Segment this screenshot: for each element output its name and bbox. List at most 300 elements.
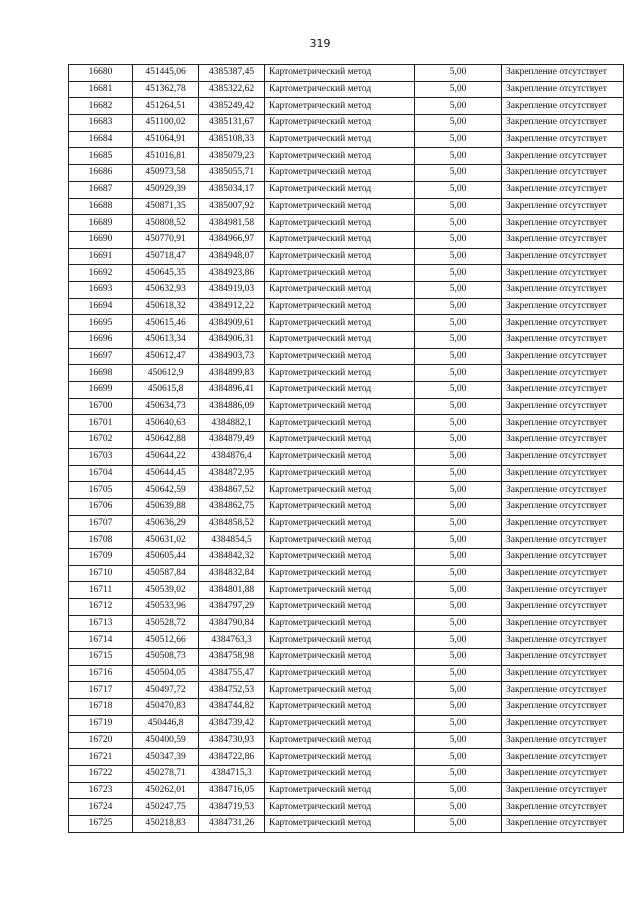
- point-number-cell: 16688: [69, 198, 133, 215]
- fixing-description-cell: Закрепление отсутствует: [502, 215, 624, 232]
- point-number-cell: 16686: [69, 165, 133, 182]
- accuracy-cell: 5,00: [415, 582, 502, 599]
- method-cell: Картометрический метод: [265, 732, 415, 749]
- x-coordinate-cell: 450808,52: [133, 215, 199, 232]
- y-coordinate-cell: 4385322,62: [199, 81, 265, 98]
- point-number-cell: 16695: [69, 315, 133, 332]
- table-row: [69, 231, 624, 248]
- method-cell: Картометрический метод: [265, 365, 415, 382]
- point-number-cell: 16682: [69, 98, 133, 115]
- method-cell: Картометрический метод: [265, 615, 415, 632]
- accuracy-cell: 5,00: [415, 649, 502, 666]
- fixing-description-cell: Закрепление отсутствует: [502, 398, 624, 415]
- accuracy-cell: 5,00: [415, 815, 502, 832]
- accuracy-cell: 5,00: [415, 715, 502, 732]
- point-number-cell: 16725: [69, 815, 133, 832]
- x-coordinate-cell: 450636,29: [133, 515, 199, 532]
- point-number-cell: 16698: [69, 365, 133, 382]
- accuracy-cell: 5,00: [415, 765, 502, 782]
- method-cell: Картометрический метод: [265, 181, 415, 198]
- fixing-description-cell: Закрепление отсутствует: [502, 632, 624, 649]
- x-coordinate-cell: 450512,66: [133, 632, 199, 649]
- table-row: [69, 198, 624, 215]
- y-coordinate-cell: 4384909,61: [199, 315, 265, 332]
- point-number-cell: 16699: [69, 382, 133, 399]
- accuracy-cell: 5,00: [415, 148, 502, 165]
- point-number-cell: 16687: [69, 181, 133, 198]
- table-row: [69, 465, 624, 482]
- table-row: [69, 298, 624, 315]
- x-coordinate-cell: 450497,72: [133, 682, 199, 699]
- table-row: [69, 115, 624, 132]
- table-row: [69, 682, 624, 699]
- y-coordinate-cell: 4384842,32: [199, 548, 265, 565]
- x-coordinate-cell: 450642,88: [133, 432, 199, 449]
- table-row: [69, 599, 624, 616]
- table-row: [69, 65, 624, 82]
- accuracy-cell: 5,00: [415, 799, 502, 816]
- fixing-description-cell: Закрепление отсутствует: [502, 281, 624, 298]
- method-cell: Картометрический метод: [265, 415, 415, 432]
- y-coordinate-cell: 4385249,42: [199, 98, 265, 115]
- fixing-description-cell: Закрепление отсутствует: [502, 415, 624, 432]
- y-coordinate-cell: 4384730,93: [199, 732, 265, 749]
- table-row: [69, 248, 624, 265]
- table-row: [69, 632, 624, 649]
- method-cell: Картометрический метод: [265, 749, 415, 766]
- accuracy-cell: 5,00: [415, 365, 502, 382]
- x-coordinate-cell: 450587,84: [133, 565, 199, 582]
- table-row: [69, 315, 624, 332]
- accuracy-cell: 5,00: [415, 198, 502, 215]
- x-coordinate-cell: 450770,91: [133, 231, 199, 248]
- method-cell: Картометрический метод: [265, 382, 415, 399]
- accuracy-cell: 5,00: [415, 682, 502, 699]
- table-row: [69, 265, 624, 282]
- table-row: [69, 448, 624, 465]
- accuracy-cell: 5,00: [415, 515, 502, 532]
- method-cell: Картометрический метод: [265, 465, 415, 482]
- accuracy-cell: 5,00: [415, 732, 502, 749]
- fixing-description-cell: Закрепление отсутствует: [502, 98, 624, 115]
- fixing-description-cell: Закрепление отсутствует: [502, 582, 624, 599]
- point-number-cell: 16689: [69, 215, 133, 232]
- y-coordinate-cell: 4384758,98: [199, 649, 265, 666]
- y-coordinate-cell: 4384919,03: [199, 281, 265, 298]
- table-row: [69, 665, 624, 682]
- x-coordinate-cell: 450528,72: [133, 615, 199, 632]
- accuracy-cell: 5,00: [415, 315, 502, 332]
- fixing-description-cell: Закрепление отсутствует: [502, 348, 624, 365]
- point-number-cell: 16707: [69, 515, 133, 532]
- y-coordinate-cell: 4384923,86: [199, 265, 265, 282]
- accuracy-cell: 5,00: [415, 248, 502, 265]
- y-coordinate-cell: 4384912,22: [199, 298, 265, 315]
- method-cell: Картометрический метод: [265, 482, 415, 499]
- table-row: [69, 215, 624, 232]
- y-coordinate-cell: 4385007,92: [199, 198, 265, 215]
- fixing-description-cell: Закрепление отсутствует: [502, 65, 624, 82]
- x-coordinate-cell: 450615,46: [133, 315, 199, 332]
- point-number-cell: 16723: [69, 782, 133, 799]
- table-row: [69, 615, 624, 632]
- accuracy-cell: 5,00: [415, 398, 502, 415]
- point-number-cell: 16720: [69, 732, 133, 749]
- fixing-description-cell: Закрепление отсутствует: [502, 298, 624, 315]
- point-number-cell: 16701: [69, 415, 133, 432]
- point-number-cell: 16711: [69, 582, 133, 599]
- method-cell: Картометрический метод: [265, 699, 415, 716]
- method-cell: Картометрический метод: [265, 532, 415, 549]
- method-cell: Картометрический метод: [265, 799, 415, 816]
- fixing-description-cell: Закрепление отсутствует: [502, 482, 624, 499]
- point-number-cell: 16684: [69, 131, 133, 148]
- accuracy-cell: 5,00: [415, 332, 502, 349]
- fixing-description-cell: Закрепление отсутствует: [502, 765, 624, 782]
- table-row: [69, 515, 624, 532]
- x-coordinate-cell: 450639,88: [133, 498, 199, 515]
- method-cell: Картометрический метод: [265, 148, 415, 165]
- y-coordinate-cell: 4384755,47: [199, 665, 265, 682]
- accuracy-cell: 5,00: [415, 265, 502, 282]
- fixing-description-cell: Закрепление отсутствует: [502, 198, 624, 215]
- x-coordinate-cell: 450973,58: [133, 165, 199, 182]
- fixing-description-cell: Закрепление отсутствует: [502, 782, 624, 799]
- point-number-cell: 16717: [69, 682, 133, 699]
- point-number-cell: 16710: [69, 565, 133, 582]
- table-row: [69, 649, 624, 666]
- fixing-description-cell: Закрепление отсутствует: [502, 699, 624, 716]
- x-coordinate-cell: 450929,39: [133, 181, 199, 198]
- x-coordinate-cell: 451064,91: [133, 131, 199, 148]
- y-coordinate-cell: 4384790,84: [199, 615, 265, 632]
- x-coordinate-cell: 451445,06: [133, 65, 199, 82]
- method-cell: Картометрический метод: [265, 281, 415, 298]
- x-coordinate-cell: 450871,35: [133, 198, 199, 215]
- point-number-cell: 16693: [69, 281, 133, 298]
- table-row: [69, 532, 624, 549]
- method-cell: Картометрический метод: [265, 815, 415, 832]
- fixing-description-cell: Закрепление отсутствует: [502, 365, 624, 382]
- point-number-cell: 16709: [69, 548, 133, 565]
- table-row: [69, 432, 624, 449]
- coordinates-table: [68, 64, 624, 833]
- point-number-cell: 16685: [69, 148, 133, 165]
- y-coordinate-cell: 4384906,31: [199, 332, 265, 349]
- fixing-description-cell: Закрепление отсутствует: [502, 131, 624, 148]
- x-coordinate-cell: 450615,8: [133, 382, 199, 399]
- y-coordinate-cell: 4384722,86: [199, 749, 265, 766]
- x-coordinate-cell: 450644,45: [133, 465, 199, 482]
- method-cell: Картометрический метод: [265, 515, 415, 532]
- accuracy-cell: 5,00: [415, 98, 502, 115]
- x-coordinate-cell: 450247,75: [133, 799, 199, 816]
- fixing-description-cell: Закрепление отсутствует: [502, 515, 624, 532]
- point-number-cell: 16700: [69, 398, 133, 415]
- method-cell: Картометрический метод: [265, 131, 415, 148]
- point-number-cell: 16722: [69, 765, 133, 782]
- x-coordinate-cell: 450347,39: [133, 749, 199, 766]
- accuracy-cell: 5,00: [415, 298, 502, 315]
- point-number-cell: 16714: [69, 632, 133, 649]
- y-coordinate-cell: 4384716,05: [199, 782, 265, 799]
- method-cell: Картометрический метод: [265, 682, 415, 699]
- y-coordinate-cell: 4384858,52: [199, 515, 265, 532]
- y-coordinate-cell: 4385387,45: [199, 65, 265, 82]
- x-coordinate-cell: 450400,59: [133, 732, 199, 749]
- method-cell: Картометрический метод: [265, 782, 415, 799]
- table-row: [69, 332, 624, 349]
- page-number: 319: [309, 37, 331, 50]
- method-cell: Картометрический метод: [265, 765, 415, 782]
- x-coordinate-cell: 450262,01: [133, 782, 199, 799]
- method-cell: Картометрический метод: [265, 548, 415, 565]
- y-coordinate-cell: 4384948,07: [199, 248, 265, 265]
- accuracy-cell: 5,00: [415, 165, 502, 182]
- fixing-description-cell: Закрепление отсутствует: [502, 565, 624, 582]
- fixing-description-cell: Закрепление отсутствует: [502, 799, 624, 816]
- y-coordinate-cell: 4384872,95: [199, 465, 265, 482]
- x-coordinate-cell: 450631,02: [133, 532, 199, 549]
- method-cell: Картометрический метод: [265, 315, 415, 332]
- x-coordinate-cell: 450533,96: [133, 599, 199, 616]
- table-row: [69, 782, 624, 799]
- fixing-description-cell: Закрепление отсутствует: [502, 682, 624, 699]
- y-coordinate-cell: 4384966,97: [199, 231, 265, 248]
- table-row: [69, 548, 624, 565]
- x-coordinate-cell: 450640,63: [133, 415, 199, 432]
- fixing-description-cell: Закрепление отсутствует: [502, 665, 624, 682]
- x-coordinate-cell: 450644,22: [133, 448, 199, 465]
- method-cell: Картометрический метод: [265, 265, 415, 282]
- point-number-cell: 16708: [69, 532, 133, 549]
- x-coordinate-cell: 450605,44: [133, 548, 199, 565]
- fixing-description-cell: Закрепление отсутствует: [502, 332, 624, 349]
- table-row: [69, 815, 624, 832]
- coordinates-table-body: [69, 65, 624, 833]
- accuracy-cell: 5,00: [415, 599, 502, 616]
- fixing-description-cell: Закрепление отсутствует: [502, 615, 624, 632]
- table-row: [69, 98, 624, 115]
- x-coordinate-cell: 450634,73: [133, 398, 199, 415]
- accuracy-cell: 5,00: [415, 699, 502, 716]
- method-cell: Картометрический метод: [265, 715, 415, 732]
- x-coordinate-cell: 451264,51: [133, 98, 199, 115]
- x-coordinate-cell: 450446,8: [133, 715, 199, 732]
- accuracy-cell: 5,00: [415, 565, 502, 582]
- point-number-cell: 16696: [69, 332, 133, 349]
- method-cell: Картометрический метод: [265, 448, 415, 465]
- table-row: [69, 482, 624, 499]
- x-coordinate-cell: 450508,73: [133, 649, 199, 666]
- y-coordinate-cell: 4384886,09: [199, 398, 265, 415]
- point-number-cell: 16690: [69, 231, 133, 248]
- table-row: [69, 582, 624, 599]
- method-cell: Картометрический метод: [265, 398, 415, 415]
- table-row: [69, 382, 624, 399]
- method-cell: Картометрический метод: [265, 115, 415, 132]
- point-number-cell: 16704: [69, 465, 133, 482]
- method-cell: Картометрический метод: [265, 432, 415, 449]
- method-cell: Картометрический метод: [265, 565, 415, 582]
- y-coordinate-cell: 4384797,29: [199, 599, 265, 616]
- x-coordinate-cell: 451016,81: [133, 148, 199, 165]
- table-row: [69, 348, 624, 365]
- table-row: [69, 131, 624, 148]
- table-row: [69, 765, 624, 782]
- y-coordinate-cell: 4384867,52: [199, 482, 265, 499]
- fixing-description-cell: Закрепление отсутствует: [502, 115, 624, 132]
- y-coordinate-cell: 4384899,83: [199, 365, 265, 382]
- x-coordinate-cell: 450645,35: [133, 265, 199, 282]
- x-coordinate-cell: 450504,05: [133, 665, 199, 682]
- fixing-description-cell: Закрепление отсутствует: [502, 465, 624, 482]
- point-number-cell: 16716: [69, 665, 133, 682]
- method-cell: Картометрический метод: [265, 165, 415, 182]
- table-row: [69, 165, 624, 182]
- method-cell: Картометрический метод: [265, 632, 415, 649]
- point-number-cell: 16694: [69, 298, 133, 315]
- y-coordinate-cell: 4384876,4: [199, 448, 265, 465]
- fixing-description-cell: Закрепление отсутствует: [502, 448, 624, 465]
- accuracy-cell: 5,00: [415, 548, 502, 565]
- point-number-cell: 16706: [69, 498, 133, 515]
- method-cell: Картометрический метод: [265, 498, 415, 515]
- y-coordinate-cell: 4384896,41: [199, 382, 265, 399]
- y-coordinate-cell: 4384763,3: [199, 632, 265, 649]
- point-number-cell: 16691: [69, 248, 133, 265]
- point-number-cell: 16703: [69, 448, 133, 465]
- method-cell: Картометрический метод: [265, 98, 415, 115]
- accuracy-cell: 5,00: [415, 665, 502, 682]
- table-row: [69, 498, 624, 515]
- fixing-description-cell: Закрепление отсутствует: [502, 532, 624, 549]
- fixing-description-cell: Закрепление отсутствует: [502, 382, 624, 399]
- y-coordinate-cell: 4384801,88: [199, 582, 265, 599]
- x-coordinate-cell: 450632,93: [133, 281, 199, 298]
- point-number-cell: 16712: [69, 599, 133, 616]
- accuracy-cell: 5,00: [415, 81, 502, 98]
- point-number-cell: 16680: [69, 65, 133, 82]
- fixing-description-cell: Закрепление отсутствует: [502, 248, 624, 265]
- x-coordinate-cell: 450613,34: [133, 332, 199, 349]
- y-coordinate-cell: 4385108,33: [199, 131, 265, 148]
- accuracy-cell: 5,00: [415, 432, 502, 449]
- accuracy-cell: 5,00: [415, 498, 502, 515]
- x-coordinate-cell: 450278,71: [133, 765, 199, 782]
- table-row: [69, 799, 624, 816]
- fixing-description-cell: Закрепление отсутствует: [502, 231, 624, 248]
- fixing-description-cell: Закрепление отсутствует: [502, 315, 624, 332]
- accuracy-cell: 5,00: [415, 448, 502, 465]
- table-row: [69, 415, 624, 432]
- x-coordinate-cell: 450539,02: [133, 582, 199, 599]
- method-cell: Картометрический метод: [265, 81, 415, 98]
- table-row: [69, 565, 624, 582]
- point-number-cell: 16702: [69, 432, 133, 449]
- x-coordinate-cell: 450642,59: [133, 482, 199, 499]
- y-coordinate-cell: 4385131,67: [199, 115, 265, 132]
- accuracy-cell: 5,00: [415, 632, 502, 649]
- method-cell: Картометрический метод: [265, 215, 415, 232]
- point-number-cell: 16721: [69, 749, 133, 766]
- fixing-description-cell: Закрепление отсутствует: [502, 599, 624, 616]
- accuracy-cell: 5,00: [415, 181, 502, 198]
- x-coordinate-cell: 450470,83: [133, 699, 199, 716]
- accuracy-cell: 5,00: [415, 281, 502, 298]
- y-coordinate-cell: 4384731,26: [199, 815, 265, 832]
- point-number-cell: 16692: [69, 265, 133, 282]
- fixing-description-cell: Закрепление отсутствует: [502, 265, 624, 282]
- method-cell: Картометрический метод: [265, 231, 415, 248]
- fixing-description-cell: Закрепление отсутствует: [502, 165, 624, 182]
- fixing-description-cell: Закрепление отсутствует: [502, 148, 624, 165]
- x-coordinate-cell: 450612,47: [133, 348, 199, 365]
- point-number-cell: 16715: [69, 649, 133, 666]
- y-coordinate-cell: 4385055,71: [199, 165, 265, 182]
- method-cell: Картометрический метод: [265, 298, 415, 315]
- accuracy-cell: 5,00: [415, 382, 502, 399]
- accuracy-cell: 5,00: [415, 348, 502, 365]
- table-row: [69, 749, 624, 766]
- method-cell: Картометрический метод: [265, 348, 415, 365]
- point-number-cell: 16719: [69, 715, 133, 732]
- fixing-description-cell: Закрепление отсутствует: [502, 749, 624, 766]
- point-number-cell: 16718: [69, 699, 133, 716]
- fixing-description-cell: Закрепление отсутствует: [502, 815, 624, 832]
- table-row: [69, 715, 624, 732]
- fixing-description-cell: Закрепление отсутствует: [502, 81, 624, 98]
- y-coordinate-cell: 4384854,5: [199, 532, 265, 549]
- table-row: [69, 148, 624, 165]
- method-cell: Картометрический метод: [265, 198, 415, 215]
- accuracy-cell: 5,00: [415, 115, 502, 132]
- point-number-cell: 16683: [69, 115, 133, 132]
- accuracy-cell: 5,00: [415, 215, 502, 232]
- y-coordinate-cell: 4384719,53: [199, 799, 265, 816]
- y-coordinate-cell: 4384903,73: [199, 348, 265, 365]
- y-coordinate-cell: 4384715,3: [199, 765, 265, 782]
- x-coordinate-cell: 451100,02: [133, 115, 199, 132]
- accuracy-cell: 5,00: [415, 231, 502, 248]
- x-coordinate-cell: 451362,78: [133, 81, 199, 98]
- x-coordinate-cell: 450612,9: [133, 365, 199, 382]
- fixing-description-cell: Закрепление отсутствует: [502, 548, 624, 565]
- method-cell: Картометрический метод: [265, 332, 415, 349]
- y-coordinate-cell: 4384882,1: [199, 415, 265, 432]
- y-coordinate-cell: 4385034,17: [199, 181, 265, 198]
- fixing-description-cell: Закрепление отсутствует: [502, 732, 624, 749]
- table-row: [69, 81, 624, 98]
- method-cell: Картометрический метод: [265, 248, 415, 265]
- y-coordinate-cell: 4384981,58: [199, 215, 265, 232]
- accuracy-cell: 5,00: [415, 415, 502, 432]
- table-row: [69, 699, 624, 716]
- table-row: [69, 181, 624, 198]
- accuracy-cell: 5,00: [415, 482, 502, 499]
- x-coordinate-cell: 450618,32: [133, 298, 199, 315]
- method-cell: Картометрический метод: [265, 599, 415, 616]
- method-cell: Картометрический метод: [265, 649, 415, 666]
- table-row: [69, 365, 624, 382]
- fixing-description-cell: Закрепление отсутствует: [502, 181, 624, 198]
- y-coordinate-cell: 4384744,82: [199, 699, 265, 716]
- y-coordinate-cell: 4384832,84: [199, 565, 265, 582]
- accuracy-cell: 5,00: [415, 465, 502, 482]
- method-cell: Картометрический метод: [265, 582, 415, 599]
- accuracy-cell: 5,00: [415, 749, 502, 766]
- method-cell: Картометрический метод: [265, 665, 415, 682]
